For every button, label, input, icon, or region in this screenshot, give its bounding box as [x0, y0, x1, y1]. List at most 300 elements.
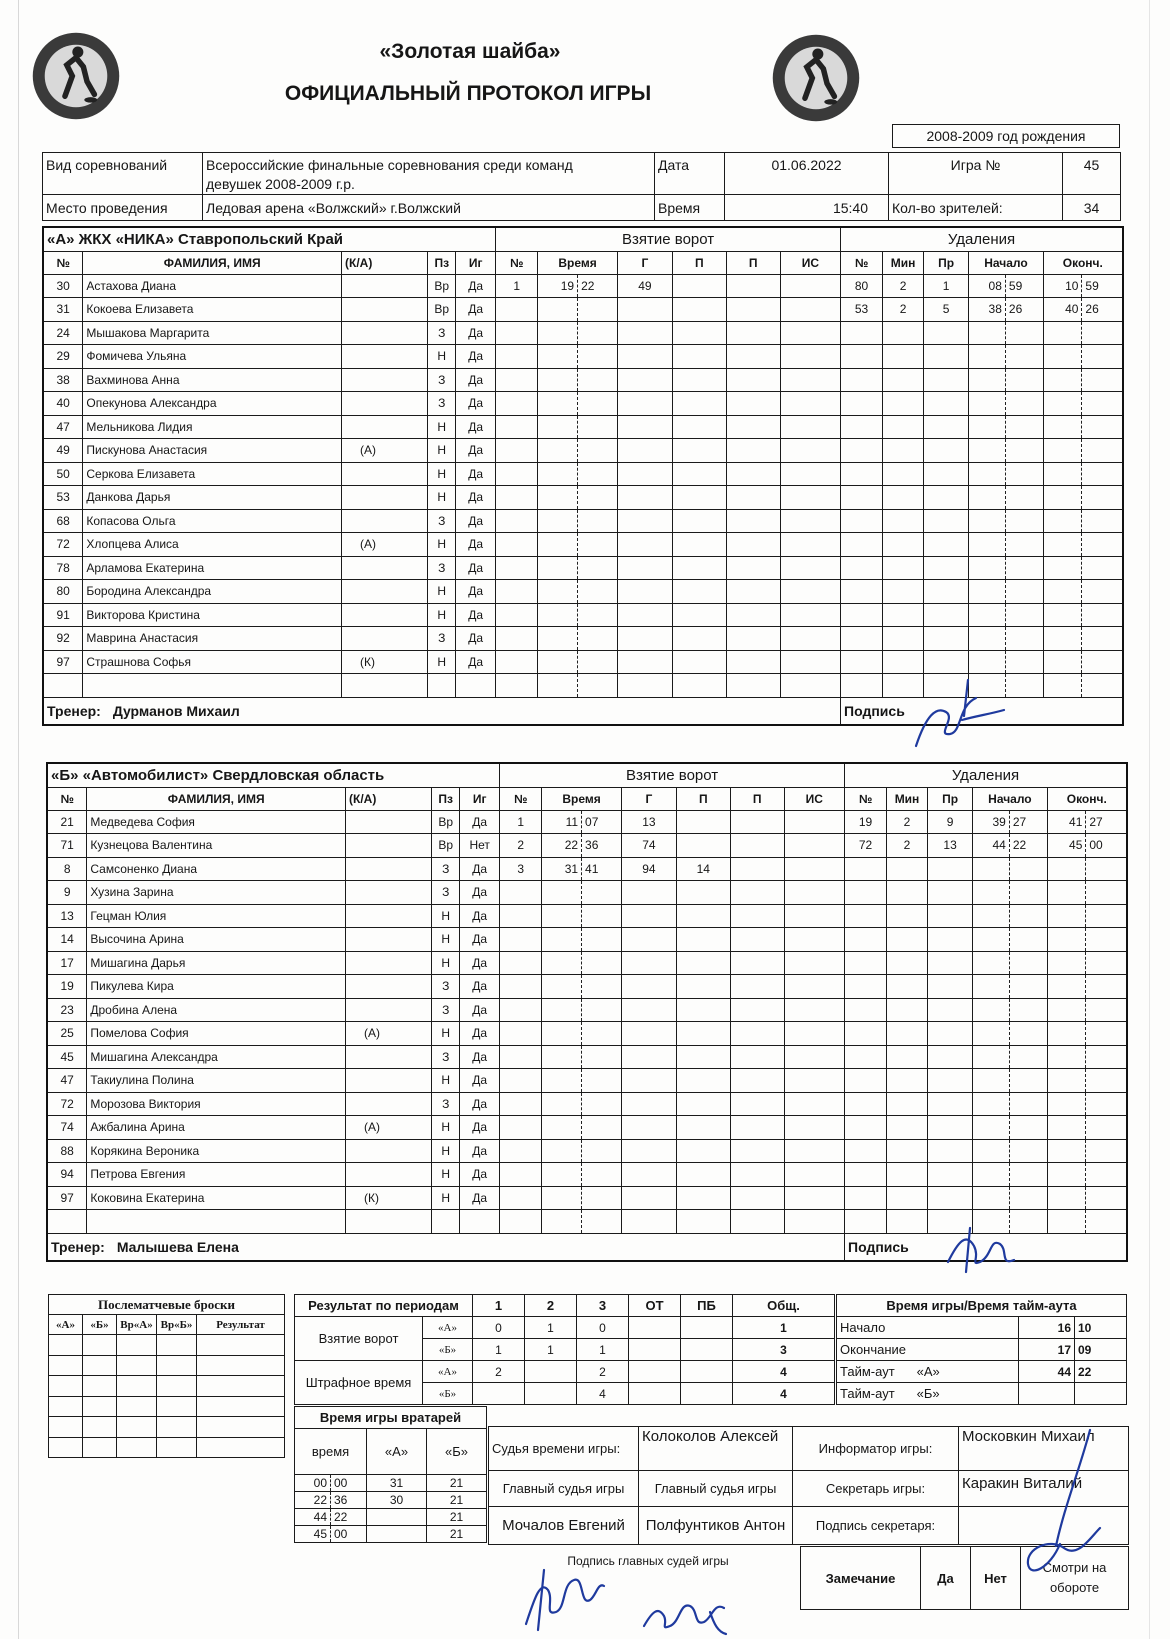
main-ref-label-1: Главный судья игры	[489, 1471, 639, 1507]
team_a-col-p2: П	[726, 251, 780, 274]
timeout-a-min: 44	[1019, 1361, 1075, 1383]
period-col-pb: ПБ	[681, 1295, 733, 1317]
team_a-col-pen-pr: Пр	[924, 251, 969, 274]
team_a-col-ka: (К/А)	[342, 251, 428, 274]
goal-empty-cell	[780, 627, 840, 651]
team-b-coach-signature	[940, 1222, 1030, 1282]
shootout-cell	[49, 1376, 83, 1397]
penalty-minutes: 2	[883, 298, 924, 322]
goal-empty-cell	[780, 603, 840, 627]
period-value: 1	[733, 1317, 835, 1339]
game-time-table	[836, 1294, 1127, 1405]
goal-empty-cell	[621, 998, 676, 1022]
goal-empty-cell	[676, 1116, 730, 1140]
goalies-a-label: «А»	[367, 1429, 427, 1475]
player-captaincy: (А)	[342, 439, 428, 463]
team_b-coach	[47, 1233, 845, 1261]
table-row	[43, 603, 1123, 627]
penalty-empty-cell	[1082, 321, 1123, 345]
goal-empty-cell	[496, 603, 538, 627]
table-row	[47, 1186, 1127, 1210]
golden-puck-emblem-left	[30, 30, 122, 122]
penalty-empty-cell	[841, 580, 883, 604]
player-position: Н	[432, 1139, 460, 1163]
player-position: Вр	[432, 834, 460, 858]
goal-number: 3	[500, 857, 542, 881]
goal-empty-cell	[582, 1092, 622, 1116]
goal-empty-cell	[617, 580, 672, 604]
goal-empty-cell	[676, 1069, 730, 1093]
player-name: Маврина Анастасия	[83, 627, 342, 651]
team_b-col-goal-time: Время	[542, 787, 622, 810]
shootout-cell	[157, 1396, 197, 1417]
player-number: 25	[47, 1022, 87, 1046]
goal-empty-cell	[780, 415, 840, 439]
goal-empty-cell	[582, 1139, 622, 1163]
player-played: Да	[460, 1139, 500, 1163]
team-a-table	[42, 226, 1124, 726]
penalty-empty-cell	[927, 951, 972, 975]
period-value: 3	[733, 1339, 835, 1361]
penalty-empty-cell	[1043, 627, 1082, 651]
team_b-col-g: Г	[621, 787, 676, 810]
goal-empty-cell	[578, 509, 618, 533]
shootout-cell	[49, 1417, 83, 1438]
shootout-col: Вр«А»	[117, 1315, 157, 1335]
table-row	[295, 1317, 835, 1339]
player-played: Да	[460, 1022, 500, 1046]
player-position: З	[432, 881, 460, 905]
table-row	[43, 368, 1123, 392]
goal-empty-cell	[500, 904, 542, 928]
period-value	[681, 1339, 733, 1361]
period-value	[525, 1383, 577, 1405]
timeout-a-team: «А»	[916, 1364, 940, 1379]
penalty-empty-cell	[927, 998, 972, 1022]
goal-empty-cell	[730, 1022, 784, 1046]
penalty-empty-cell	[1005, 439, 1043, 463]
player-position: З	[432, 857, 460, 881]
penalty-empty-cell	[887, 1139, 928, 1163]
penalty-empty-cell	[1086, 951, 1127, 975]
table-row	[47, 1163, 1127, 1187]
goal-empty-cell	[496, 415, 538, 439]
penalty-empty-cell	[1047, 951, 1086, 975]
player-number: 23	[47, 998, 87, 1022]
goal-empty-cell	[672, 580, 726, 604]
team_b-col-pen-start: Начало	[973, 787, 1047, 810]
player-played: Да	[460, 928, 500, 952]
goalie-time-min: 44	[295, 1509, 331, 1526]
goal-situation	[784, 857, 844, 881]
goal-empty-cell	[500, 1022, 542, 1046]
penalty-empty-cell	[1086, 998, 1127, 1022]
goal-empty-cell	[617, 321, 672, 345]
goal-empty-cell	[582, 1116, 622, 1140]
table-row	[47, 928, 1127, 952]
golden-puck-emblem-right	[770, 32, 862, 124]
player-name: Мышакова Маргарита	[83, 321, 342, 345]
player-played: Да	[456, 439, 496, 463]
player-name: Мишагина Александра	[87, 1045, 346, 1069]
goalie-time-min: 00	[295, 1475, 331, 1492]
penalty-empty-cell	[927, 928, 972, 952]
penalty-empty-cell	[841, 368, 883, 392]
goal-empty-cell	[578, 603, 618, 627]
goalie-time-sec: 36	[331, 1492, 367, 1509]
penalty-empty-cell	[1043, 650, 1082, 674]
player-position: Н	[428, 533, 456, 557]
player-name: Мельникова Лидия	[83, 415, 342, 439]
penalty-empty-cell	[1082, 674, 1123, 698]
penalty-start-min: 08	[969, 274, 1006, 298]
penalty-empty-cell	[845, 1210, 887, 1234]
goal-empty-cell	[726, 674, 780, 698]
penalty-empty-cell	[1082, 368, 1123, 392]
table-row	[43, 392, 1123, 416]
goal-empty-cell	[730, 928, 784, 952]
penalty-empty-cell	[973, 1069, 1010, 1093]
goalies-b-label: «Б»	[427, 1429, 487, 1475]
goal-empty-cell	[672, 556, 726, 580]
goal-empty-cell	[496, 580, 538, 604]
player-position: З	[432, 975, 460, 999]
goal-empty-cell	[621, 1139, 676, 1163]
player-position: Н	[432, 951, 460, 975]
penalty-start-sec: 26	[1005, 298, 1043, 322]
goal-empty-cell	[617, 603, 672, 627]
goal-empty-cell	[542, 1069, 582, 1093]
player-number: 47	[47, 1069, 87, 1093]
penalty-empty-cell	[1086, 1163, 1127, 1187]
player-played: Да	[456, 392, 496, 416]
shootout-cell	[197, 1335, 285, 1356]
penalty-empty-cell	[883, 439, 924, 463]
player-name: Вахминова Анна	[83, 368, 342, 392]
penalty-empty-cell	[927, 1069, 972, 1093]
goal-situation	[784, 834, 844, 858]
period-col-1: 1	[473, 1295, 525, 1317]
penalty-empty-cell	[1043, 509, 1082, 533]
team_b-col-pos: Пз	[432, 787, 460, 810]
penalty-empty-cell	[841, 533, 883, 557]
player-played: Да	[456, 368, 496, 392]
penalty-empty-cell	[1047, 1092, 1086, 1116]
period-value: 4	[733, 1361, 835, 1383]
goal-empty-cell	[780, 345, 840, 369]
penalty-end-sec: 00	[1086, 834, 1127, 858]
goal-empty-cell	[672, 533, 726, 557]
goal-empty-cell	[780, 674, 840, 698]
table-row	[43, 627, 1123, 651]
goal-empty-cell	[726, 509, 780, 533]
penalty-start-min: 39	[973, 810, 1010, 834]
penalty-empty-cell	[924, 392, 969, 416]
goal-empty-cell	[578, 439, 618, 463]
period-value	[525, 1361, 577, 1383]
team_b-col-num: №	[47, 787, 87, 810]
penalty-empty-cell	[927, 1092, 972, 1116]
penalty-empty-cell	[973, 1022, 1010, 1046]
player-captaincy: (А)	[342, 533, 428, 557]
team-b-table	[46, 762, 1128, 1262]
penalty-empty-cell	[883, 556, 924, 580]
goal-empty-cell	[542, 1163, 582, 1187]
penalty-end-sec: 27	[1086, 810, 1127, 834]
table-row	[49, 1335, 285, 1356]
goal-empty-cell	[542, 951, 582, 975]
main-ref-name-2: Полфунтиков Антон	[639, 1507, 793, 1545]
periods-penalty-label: Штрафное время	[295, 1361, 423, 1405]
goal-minute: 22	[542, 834, 582, 858]
player-empty-cell	[47, 1210, 87, 1234]
penalty-empty-cell	[883, 627, 924, 651]
penalty-empty-cell	[1005, 462, 1043, 486]
coach-label: Тренер:	[47, 702, 101, 719]
player-captaincy	[342, 321, 428, 345]
competition-line1: Всероссийские финальные соревнования среди команд	[206, 157, 573, 173]
player-number: 97	[47, 1186, 87, 1210]
goal-empty-cell	[617, 674, 672, 698]
table-row	[43, 439, 1123, 463]
penalty-empty-cell	[887, 951, 928, 975]
penalty-empty-cell	[1047, 1116, 1086, 1140]
goal-empty-cell	[617, 556, 672, 580]
goal-empty-cell	[676, 1045, 730, 1069]
penalty-empty-cell	[887, 1116, 928, 1140]
penalty-empty-cell	[969, 627, 1006, 651]
player-played: Да	[456, 415, 496, 439]
player-empty-cell	[43, 674, 83, 698]
goal-empty-cell	[500, 1139, 542, 1163]
team_a-col-name: ФАМИЛИЯ, ИМЯ	[83, 251, 342, 274]
player-captaincy	[346, 1045, 432, 1069]
table-row	[43, 462, 1123, 486]
player-played: Да	[460, 998, 500, 1022]
goal-empty-cell	[617, 415, 672, 439]
team_b-col-name: ФАМИЛИЯ, ИМЯ	[87, 787, 346, 810]
player-name: Пискунова Анастасия	[83, 439, 342, 463]
player-name: Самсоненко Диана	[87, 857, 346, 881]
goal-empty-cell	[542, 1186, 582, 1210]
penalty-reason: 5	[924, 298, 969, 322]
table-row	[47, 834, 1127, 858]
goalie-time-min: 45	[295, 1526, 331, 1543]
team_a-col-pen-min: Мин	[883, 251, 924, 274]
goal-empty-cell	[538, 580, 578, 604]
player-number: 53	[43, 486, 83, 510]
goal-empty-cell	[500, 881, 542, 905]
player-captaincy	[342, 345, 428, 369]
goal-empty-cell	[726, 298, 780, 322]
goal-empty-cell	[582, 1069, 622, 1093]
team_a-col-goal-time: Время	[538, 251, 618, 274]
player-name: Коковина Екатерина	[87, 1186, 346, 1210]
penalty-empty-cell	[1005, 603, 1043, 627]
team_a-goals-title: Взятие ворот	[496, 227, 841, 251]
penalty-empty-cell	[845, 1163, 887, 1187]
goal-second: 41	[582, 857, 622, 881]
goal-empty-cell	[617, 509, 672, 533]
penalty-empty-cell	[1086, 975, 1127, 999]
penalty-end-sec: 59	[1082, 274, 1123, 298]
table-row	[47, 1069, 1127, 1093]
player-number: 21	[47, 810, 87, 834]
player-captaincy	[346, 951, 432, 975]
penalty-empty-cell	[969, 439, 1006, 463]
goal-empty-cell	[542, 1045, 582, 1069]
secretary-sign-label: Подпись секретаря:	[793, 1507, 959, 1545]
penalty-empty-cell	[1043, 462, 1082, 486]
player-played: Да	[456, 274, 496, 298]
penalty-empty-cell	[845, 928, 887, 952]
goal-empty-cell	[617, 368, 672, 392]
goal-empty-cell	[500, 1069, 542, 1093]
goal-empty-cell	[617, 298, 672, 322]
goal-empty-cell	[582, 998, 622, 1022]
informer-label: Информатор игры:	[793, 1427, 959, 1471]
goal-empty-cell	[542, 1210, 582, 1234]
goal-empty-cell	[672, 462, 726, 486]
player-name: Кокоева Елизавета	[83, 298, 342, 322]
goal-empty-cell	[621, 951, 676, 975]
penalty-empty-cell	[1047, 928, 1086, 952]
goal-empty-cell	[621, 1116, 676, 1140]
penalty-empty-cell	[924, 556, 969, 580]
player-position: Вр	[428, 298, 456, 322]
player-position: Н	[432, 904, 460, 928]
penalty-empty-cell	[1043, 603, 1082, 627]
player-played: Да	[460, 904, 500, 928]
penalty-empty-cell	[969, 415, 1006, 439]
penalty-empty-cell	[1005, 415, 1043, 439]
goal-empty-cell	[621, 1022, 676, 1046]
goal-empty-cell	[617, 486, 672, 510]
table-row	[47, 1045, 1127, 1069]
penalty-empty-cell	[887, 1022, 928, 1046]
player-played: Да	[460, 1092, 500, 1116]
table-row	[43, 415, 1123, 439]
venue-label: Место проведения	[43, 195, 203, 221]
penalty-empty-cell	[1005, 392, 1043, 416]
player-name: Арламова Екатерина	[83, 556, 342, 580]
table-row	[49, 1376, 285, 1397]
player-position: Н	[432, 1186, 460, 1210]
periods-team-a: «А»	[423, 1361, 473, 1383]
player-captaincy: (А)	[346, 1116, 432, 1140]
team-a-coach-signature	[906, 676, 1026, 756]
penalty-empty-cell	[887, 998, 928, 1022]
player-name: Такиулина Полина	[87, 1069, 346, 1093]
shootout-cell	[197, 1437, 285, 1458]
player-played: Да	[456, 580, 496, 604]
penalty-empty-cell	[973, 998, 1010, 1022]
penalty-empty-cell	[969, 321, 1006, 345]
table-row	[43, 650, 1123, 674]
table-row	[43, 533, 1123, 557]
team_b-col-goal-num: №	[500, 787, 542, 810]
goal-empty-cell	[621, 1069, 676, 1093]
penalty-empty-cell	[1047, 857, 1086, 881]
goal-empty-cell	[621, 881, 676, 905]
goal-empty-cell	[780, 509, 840, 533]
player-played: Да	[460, 1163, 500, 1187]
period-value: 0	[577, 1317, 629, 1339]
period-value: 1	[525, 1317, 577, 1339]
player-played: Да	[456, 627, 496, 651]
goal-empty-cell	[582, 1163, 622, 1187]
player-played: Нет	[460, 834, 500, 858]
goal-empty-cell	[582, 951, 622, 975]
penalty-empty-cell	[845, 1116, 887, 1140]
penalty-player: 19	[845, 810, 887, 834]
penalty-empty-cell	[841, 486, 883, 510]
period-value: 1	[577, 1339, 629, 1361]
player-position: З	[428, 392, 456, 416]
penalty-empty-cell	[883, 486, 924, 510]
penalty-empty-cell	[1005, 650, 1043, 674]
goal-empty-cell	[542, 1092, 582, 1116]
goal-empty-cell	[676, 1163, 730, 1187]
informer-name: Московкин Михаил	[959, 1427, 1129, 1471]
shootout-cell	[83, 1396, 117, 1417]
goal-empty-cell	[780, 556, 840, 580]
penalty-empty-cell	[883, 345, 924, 369]
shootout-cell	[49, 1355, 83, 1376]
remark-no: Нет	[971, 1547, 1021, 1610]
competition-label: Вид соревнований	[43, 153, 203, 195]
player-name: Гецман Юлия	[87, 904, 346, 928]
penalty-empty-cell	[1047, 1186, 1086, 1210]
goal-empty-cell	[500, 1163, 542, 1187]
goal-number: 2	[500, 834, 542, 858]
player-number: 72	[47, 1092, 87, 1116]
goal-empty-cell	[538, 415, 578, 439]
goal-empty-cell	[578, 627, 618, 651]
penalty-empty-cell	[927, 1139, 972, 1163]
goal-empty-cell	[500, 1116, 542, 1140]
shootout-cell	[49, 1335, 83, 1356]
competition-line2: девушек 2008-2009 г.р.	[206, 176, 355, 192]
goal-empty-cell	[617, 392, 672, 416]
penalty-empty-cell	[973, 1045, 1010, 1069]
penalty-empty-cell	[924, 650, 969, 674]
player-number: 68	[43, 509, 83, 533]
period-value: 1	[525, 1339, 577, 1361]
protocol-title: ОФИЦИАЛЬНЫЙ ПРОТОКОЛ ИГРЫ	[284, 82, 652, 105]
main-ref-name-1: Мочалов Евгений	[489, 1507, 639, 1545]
goal-assist-2	[730, 834, 784, 858]
shootout-cell	[83, 1376, 117, 1397]
penalty-empty-cell	[973, 1092, 1010, 1116]
goal-empty-cell	[730, 975, 784, 999]
period-value	[629, 1361, 681, 1383]
penalty-empty-cell	[887, 1186, 928, 1210]
penalty-empty-cell	[887, 975, 928, 999]
player-number: 29	[43, 345, 83, 369]
player-empty-cell	[83, 674, 342, 698]
goal-empty-cell	[500, 951, 542, 975]
goal-empty-cell	[672, 627, 726, 651]
player-name: Хлопцева Алиса	[83, 533, 342, 557]
player-position: Вр	[428, 274, 456, 298]
penalty-empty-cell	[845, 951, 887, 975]
goal-minute: 31	[542, 857, 582, 881]
penalty-empty-cell	[1082, 439, 1123, 463]
goal-empty-cell	[672, 486, 726, 510]
team_a-title: «А» ЖКХ «НИКА» Ставропольский Край	[43, 227, 496, 251]
goal-empty-cell	[780, 533, 840, 557]
